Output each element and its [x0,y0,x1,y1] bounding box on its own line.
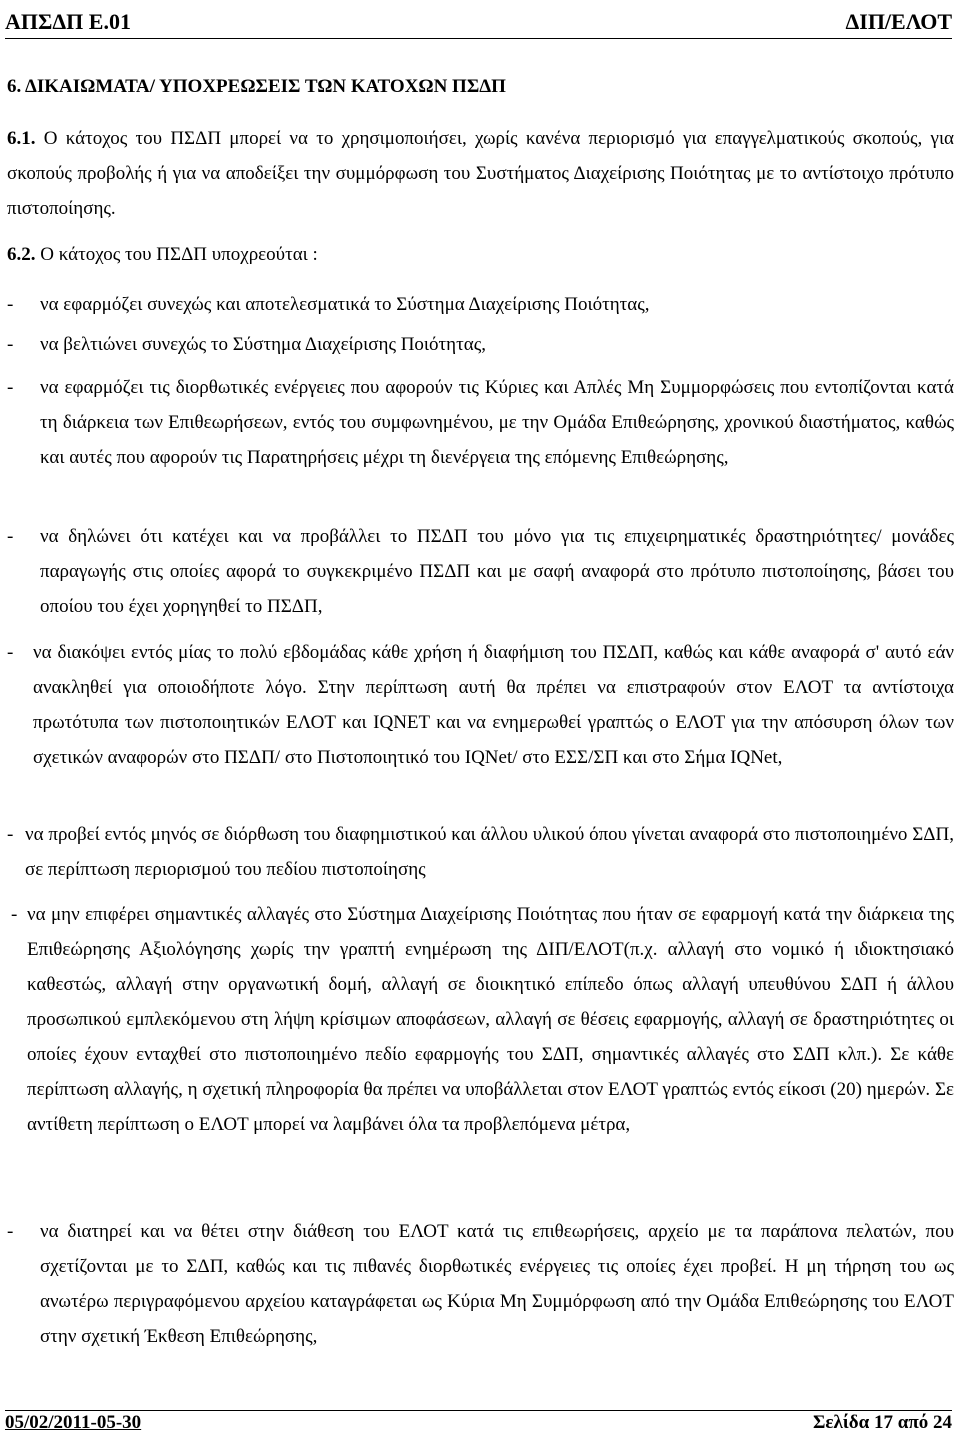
list-item-text: να διατηρεί και να θέτει στην διάθεση του ΕΛΟΤ κατά τις επιθεωρήσεις, αρχείο με τα παράπονα πελατών, που σχετίζονται με το ΣΔΠ, καθώς και τις πιθανές διορθωτικές ενέργειες τις οποίες έχει προβεί. Η μη τήρηση του ως ανωτέρω περιγραφόμενου αρχείου καταγράφεται ως Κύρια Μη Συμμόρφωση από την Ομάδα Επιθεώρησης του ΕΛΟΤ στην σχετική Έκθεση Επιθεώρησης, [40,1221,954,1347]
list-dash: - [7,334,14,355]
section-title: 6. ΔΙΚΑΙΩΜΑΤΑ/ ΥΠΟΧΡΕΩΣΕΙΣ ΤΩΝ ΚΑΤΟΧΩΝ ΠΣΔΠ [7,76,506,97]
list-item-text: να βελτιώνει συνεχώς το Σύστημα Διαχείρισης Ποιότητας, [40,334,486,355]
list-item-text: να προβεί εντός μηνός σε διόρθωση του διαφημιστικού και άλλου υλικού όπου γίνεται αναφορά στο πιστοποιημένο ΣΔΠ, σε περίπτωση περιορισμού του πεδίου πιστοποίησης [25,824,954,880]
list-dash: - [7,642,14,663]
list-item-text: να διακόψει εντός μίας το πολύ εβδομάδας κάθε χρήση ή διαφήμιση του ΠΣΔΠ, καθώς και κάθε αναφορά σ' αυτό εάν ανακληθεί για οποιοδήποτε λόγο. Στην περίπτωση αυτή θα πρέπει να επιστραφούν στον ΕΛΟΤ τα αντίστοιχα πρωτότυπα των πιστοποιητικών ΕΛΟΤ και IQNET και να ενημερωθεί γραπτώς ο ΕΛΟΤ για την απόσυρση όλων των σχετικών αναφορών στο ΠΣΔΠ/ στο Πιστοποιητικό του IQNet/ στο ΕΣΣ/ΣΠ και στο Σήμα IQNet, [33,642,954,768]
list-dash: - [7,824,14,845]
paragraph-text: Ο κάτοχος του ΠΣΔΠ μπορεί να το χρησιμοποιήσει, χωρίς κανένα περιορισμό για επαγγελματικούς σκοπούς, για σκοπούς προβολής ή για να αποδείξει την συμμόρφωση του Συστήματος Διαχείρισης Ποιότητας με το αντίστοιχο πρότυπο πιστοποίησης. [7,128,955,219]
paragraph-text: Ο κάτοχος του ΠΣΔΠ υποχρεούται : [40,244,318,265]
list-item-text: να εφαρμόζει συνεχώς και αποτελεσματικά το Σύστημα Διαχείρισης Ποιότητας, [40,294,650,315]
page-header [5,6,952,38]
list-item-text: να δηλώνει ότι κατέχει και να προβάλλει το ΠΣΔΠ του μόνο για τις επιχειρηματικές δραστηριότητες/ μονάδες παραγωγής στις οποίες αφορά το συγκεκριμένο ΠΣΔΠ και με σαφή αναφορά στο πρότυπο πιστοποίησης, βάσει του οποίου του έχει χορηγηθεί το ΠΣΔΠ, [40,526,954,617]
list-dash: - [7,526,14,547]
footer-date: 05/02/2011-05-30 [5,1412,142,1433]
page-footer [5,1410,952,1436]
header-divider [5,38,952,39]
header-department: ΔΙΠ/ΕΛΟΤ [845,9,952,34]
header-doc-code: ΑΠΣΔΠ Ε.01 [5,9,131,34]
list-dash: - [11,904,18,925]
list-dash: - [7,294,14,315]
paragraph-number: 6.2. [7,244,36,265]
list-item-text: να μην επιφέρει σημαντικές αλλαγές στο Σύστημα Διαχείρισης Ποιότητας που ήταν σε εφαρμογή κατά την διάρκεια της Επιθεώρησης Αξιολόγησης χωρίς την γραπτή ενημέρωση της ΔΙΠ/ΕΛΟΤ(π.χ. αλλαγή στο νομικό ή ιδιοκτησιακό καθεστώς, αλλαγή στην οργανωτική δομή, αλλαγή σε διοικητικό επίπεδο όπως αλλαγή υπευθύνου ΣΔΠ ή άλλου προσωπικού εμπλεκόμενου στη λήψη κρίσιμων αποφάσεων, αλλαγή σε θέσεις εφαρμογής, αλλαγή σε δραστηριότητες οι οποίες έχουν ενταχθεί στο πιστοποιημένο πεδίο εφαρμογής του ΣΔΠ, σημαντικές αλλαγές στο ΣΔΠ κλπ.). Σε κάθε περίπτωση αλλαγής, η σχετική πληροφορία θα πρέπει να υποβάλλεται στον ΕΛΟΤ γραπτώς εντός είκοσι (20) ημερών. Σε αντίθετη περίπτωση ο ΕΛΟΤ μπορεί να λαμβάνει όλα τα προβλεπόμενα μέτρα, [27,904,954,1135]
list-dash: - [7,377,14,398]
paragraph-6-1 [7,121,954,226]
list-dash: - [7,1221,14,1242]
paragraph-number: 6.1. [7,128,36,149]
paragraph-6-2 [7,237,954,272]
list-item-text: να εφαρμόζει τις διορθωτικές ενέργειες που αφορούν τις Κύριες και Απλές Μη Συμμορφώσεις που εντοπίζονται κατά τη διάρκεια των Επιθεωρήσεων, εντός του συμφωνημένου, με την Ομάδα Επιθεώρησης, χρονικού διαστήματος, καθώς και αυτές που αφορούν τις Παρατηρήσεις μέχρι τη διενέργεια της επόμενης Επιθεώρησης, [40,377,954,468]
page-number: Σελίδα 17 από 24 [813,1412,952,1433]
